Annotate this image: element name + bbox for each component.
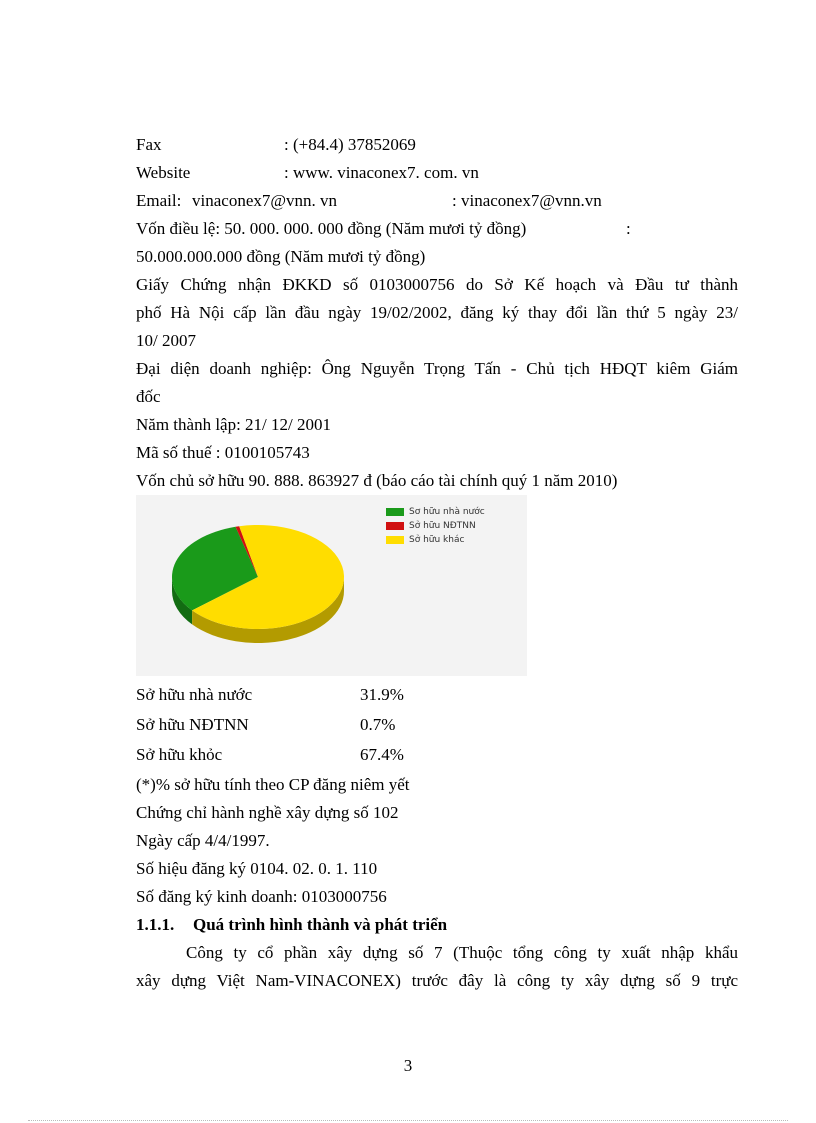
- ownership-label: Sở hữu nhà nước: [136, 685, 253, 704]
- ownership-value: 67.4%: [360, 745, 404, 764]
- section-heading: [136, 914, 447, 936]
- legend-label-foreign: Sở hữu NĐTNN: [409, 521, 476, 531]
- ownership-pie-chart: [136, 495, 527, 676]
- founded-line: Năm thành lập: 21/ 12/ 2001: [136, 415, 332, 434]
- capital-colon: :: [626, 219, 631, 238]
- page-number: 3: [403, 1056, 413, 1075]
- equity-line: Vốn chủ sở hữu 90. 888. 863927 đ (báo cáo tài chính quý 1 năm 2010): [136, 471, 618, 490]
- legend-label-state: Sơ hữu nhà nước: [409, 507, 485, 517]
- paragraph-line-1: Công ty cổ phần xây dựng số 7 (Thuộc tổng công ty xuất nhập khẩu: [186, 943, 738, 962]
- issue-date-line: Ngày cấp 4/4/1997.: [136, 831, 270, 850]
- chart-legend: [386, 505, 485, 547]
- capital-line-2: 50.000.000.000 đồng (Năm mươi tỷ đồng): [136, 247, 426, 266]
- certificate-line-3: 10/ 2007: [136, 331, 196, 350]
- website-value: : www. vinaconex7. com. vn: [284, 163, 479, 182]
- ownership-row-foreign: [136, 714, 738, 736]
- representative-line-1: Đại diện doanh nghiệp: Ông Nguyễn Trọng Tấn - Chủ tịch HĐQT kiêm Giám: [136, 359, 738, 378]
- email-right: : vinaconex7@vnn.vn: [452, 191, 602, 210]
- fax-value: : (+84.4) 37852069: [284, 135, 416, 154]
- ownership-row-state: [136, 684, 738, 706]
- website-line: [136, 162, 479, 184]
- legend-item-state: [386, 505, 485, 519]
- ownership-label: Sở hữu khỏc: [136, 745, 223, 764]
- fax-label: Fax: [136, 135, 162, 154]
- legend-swatch-foreign: [386, 522, 404, 530]
- paragraph-line-2: xây dựng Việt Nam-VINACONEX) trước đây là công ty xây dựng số 9 trực: [136, 971, 738, 990]
- certificate-line-2: phố Hà Nội cấp lần đầu ngày 19/02/2002, đăng ký thay đổi lần thứ 5 ngày 23/: [136, 303, 738, 322]
- email-left: vinaconex7@vnn. vn: [192, 191, 338, 210]
- page-footer-divider: [28, 1120, 788, 1121]
- license-line: Chứng chỉ hành nghề xây dựng số 102: [136, 803, 399, 822]
- business-reg-line: Số đăng ký kinh doanh: 0103000756: [136, 887, 387, 906]
- section-number: 1.1.1.: [136, 915, 175, 934]
- legend-swatch-state: [386, 508, 404, 516]
- website-label: Website: [136, 163, 191, 182]
- section-title: Quá trình hình thành và phát triển: [193, 915, 448, 934]
- email-line: [136, 190, 602, 212]
- reg-code-line: Số hiệu đăng ký 0104. 02. 0. 1. 110: [136, 859, 378, 878]
- legend-swatch-other: [386, 536, 404, 544]
- listing-note: (*)% sở hữu tính theo CP đăng niêm yết: [136, 775, 410, 794]
- legend-item-foreign: [386, 519, 485, 533]
- ownership-row-other: [136, 744, 738, 766]
- ownership-value: 31.9%: [360, 685, 404, 704]
- legend-item-other: [386, 533, 485, 547]
- legend-label-other: Sở hữu khác: [409, 535, 465, 545]
- ownership-label: Sở hữu NĐTNN: [136, 715, 249, 734]
- ownership-value: 0.7%: [360, 715, 396, 734]
- certificate-line-1: Giấy Chứng nhận ĐKKD số 0103000756 do Sở Kế hoạch và Đầu tư thành: [136, 275, 738, 294]
- capital-line-1: [136, 218, 631, 240]
- email-label: Email:: [136, 191, 182, 210]
- representative-line-2: đốc: [136, 387, 161, 406]
- fax-line: [136, 134, 416, 156]
- tax-code-line: Mã số thuế : 0100105743: [136, 443, 310, 462]
- capital-text: Vốn điều lệ: 50. 000. 000. 000 đồng (Năm mươi tỷ đồng): [136, 219, 527, 238]
